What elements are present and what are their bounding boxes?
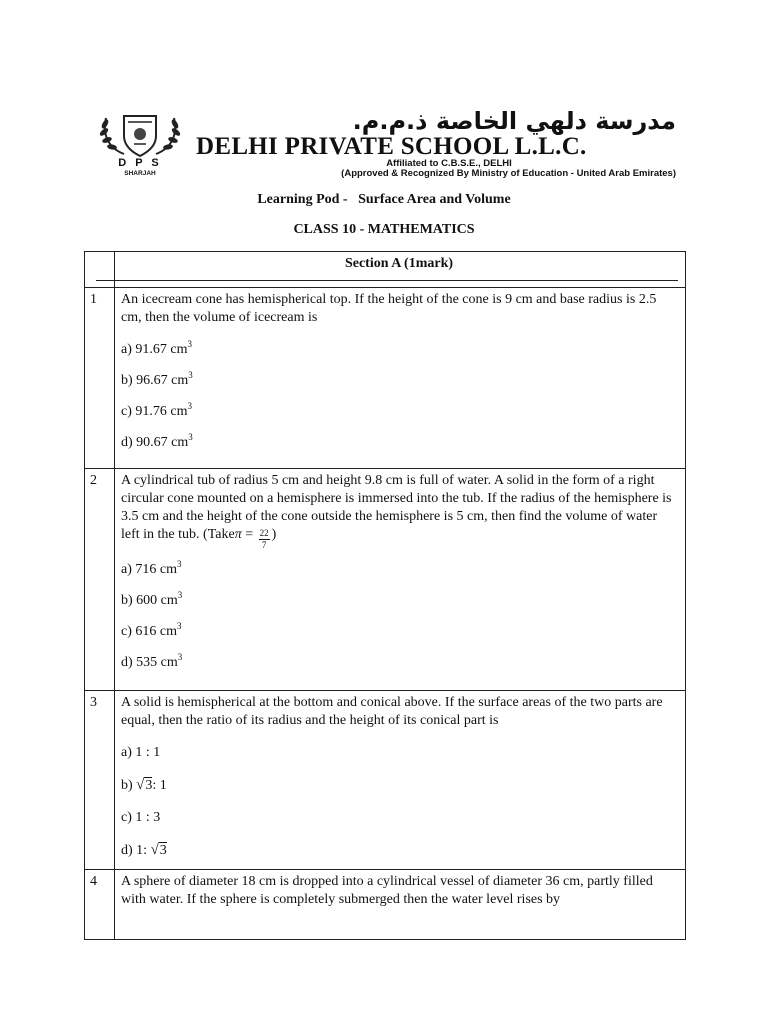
questions-table bbox=[84, 251, 686, 940]
class-subject-title: CLASS 10 - MATHEMATICS bbox=[293, 222, 475, 237]
fraction-22-over-7: $\frac{22}{7}$ bbox=[259, 528, 269, 550]
option-a: a) 716 $cm^3$ bbox=[121, 559, 182, 577]
section-header-row bbox=[85, 252, 686, 288]
option-a: a) 91.67 $cm^3$ bbox=[121, 339, 192, 357]
question-row bbox=[85, 469, 686, 691]
question-content bbox=[115, 469, 686, 691]
option-a: a) 1 : 1 bbox=[121, 745, 161, 760]
question-number: 2 bbox=[85, 469, 115, 691]
worksheet-title: Learning Pod - Surface Area and Volume bbox=[257, 192, 511, 207]
question-row bbox=[85, 288, 686, 469]
question-row bbox=[85, 870, 686, 940]
affiliation-text: Affiliated to C.B.S.E., DELHI bbox=[386, 158, 512, 169]
option-b: b) 96.67 $cm^3$ bbox=[121, 370, 193, 388]
section-number-cell bbox=[85, 252, 115, 288]
option-b: b) 600 $cm^3$ bbox=[121, 590, 183, 608]
question-text: A cylindrical tub of radius 5 cm and height 9.8 cm is full of water. A solid in the form of a right circular cone mounted on a hemisphere is immersed into the tub. If the radius of the hemisphere is 3.5 cm and the height of the cone outside the hemisphere is 5 cm, then find the volume of water left in the tub. (Takeπ = $\frac{22}{7}$ ) bbox=[121, 473, 672, 550]
question-number: 4 bbox=[85, 870, 115, 940]
logo-dps-text: D P S bbox=[118, 157, 162, 169]
question-content bbox=[115, 691, 686, 870]
logo-sharjah-text: SHARJAH bbox=[124, 170, 156, 177]
sqrt-symbol: √ bbox=[150, 842, 159, 858]
school-name-arabic: مدرسة دلهي الخاصة ذ.م.م. bbox=[352, 107, 676, 135]
option-c: c) 616 $cm^3$ bbox=[121, 621, 182, 639]
school-name: DELHI PRIVATE SCHOOL L.L.C. bbox=[196, 133, 587, 160]
option-d: d) 90.67 $cm^3$ bbox=[121, 432, 193, 450]
sqrt-symbol: √ bbox=[136, 777, 145, 793]
section-label: Section A (1mark) bbox=[115, 252, 686, 288]
question-number: 3 bbox=[85, 691, 115, 870]
option-b: b) √3: 1 bbox=[121, 777, 167, 793]
question-number: 1 bbox=[85, 288, 115, 469]
approval-text: (Approved & Recognized By Ministry of Education - United Arab Emirates) bbox=[341, 168, 676, 179]
question-text: A sphere of diameter 18 cm is dropped into a cylindrical vessel of diameter 36 cm, partly filled with water. If the sphere is completely submerged then the water level rises by bbox=[121, 874, 653, 907]
question-row bbox=[85, 691, 686, 870]
option-c: c) 91.76 $cm^3$ bbox=[121, 401, 192, 419]
question-text: An icecream cone has hemispherical top. If the height of the cone is 9 cm and base radius is 2.5 cm, then the volume of icecream is bbox=[121, 292, 657, 325]
school-letterhead bbox=[92, 104, 678, 180]
option-d: d) 535 $cm^3$ bbox=[121, 652, 183, 670]
question-content bbox=[115, 870, 686, 940]
option-c: c) 1 : 3 bbox=[121, 810, 161, 825]
question-text: A solid is hemispherical at the bottom and conical above. If the surface areas of the two parts are equal, then the ratio of its radius and the height of its conical part is bbox=[121, 695, 663, 728]
pi-symbol: π bbox=[234, 527, 242, 542]
option-d: d) 1: √3 bbox=[121, 842, 167, 858]
question-content bbox=[115, 288, 686, 469]
